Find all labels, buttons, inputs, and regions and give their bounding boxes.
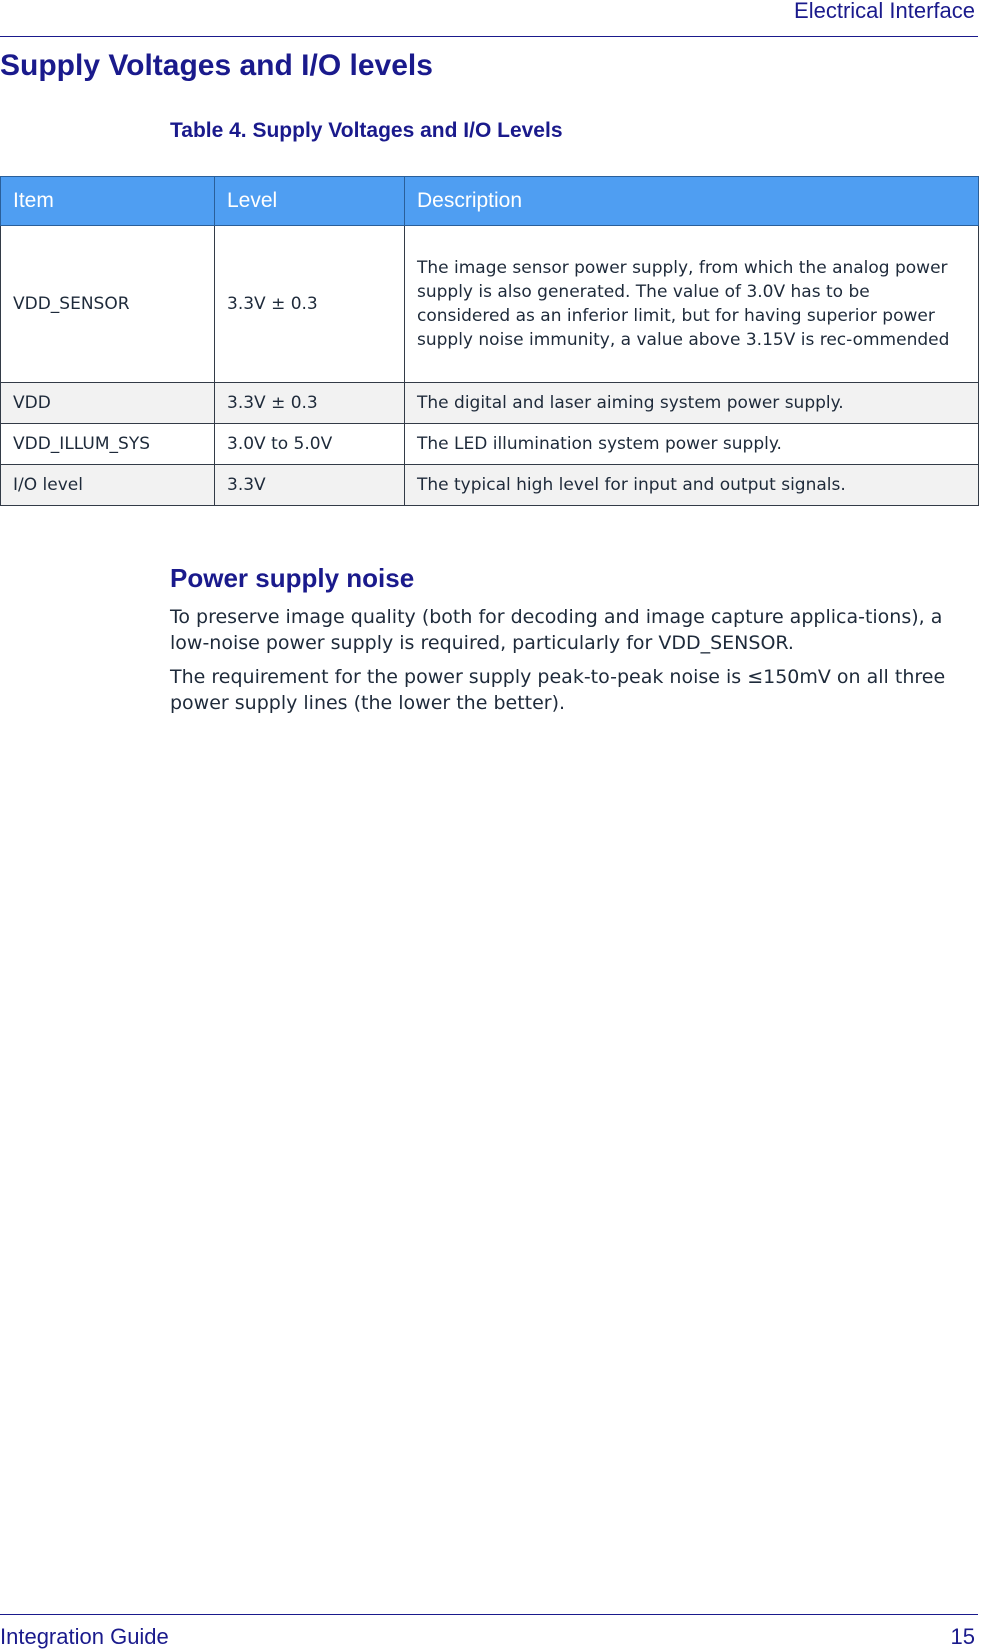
subsection-title: Power supply noise [170,563,415,593]
cell-item: I/O level [1,465,215,506]
body-paragraph: To preserve image quality (both for decoding and image capture applica-tions), a low-noise power supply is required, particularly for VDD_SENSOR. [170,606,943,654]
section-title: Supply Voltages and I/O levels [0,49,433,82]
footer-doc-title: Integration Guide [0,1624,169,1649]
cell-level: 3.3V ± 0.3 [215,383,405,424]
supply-voltages-table [0,176,979,506]
cell-level: 3.3V [215,465,405,506]
table-caption: Table 4. Supply Voltages and I/O Levels [170,119,563,142]
column-header-level: Level [215,177,405,226]
cell-item: VDD_SENSOR [1,226,215,383]
page-number: 15 [950,1624,975,1649]
cell-item: VDD_ILLUM_SYS [1,424,215,465]
header-divider [0,36,978,37]
table-header-row [1,177,979,226]
cell-level: 3.0V to 5.0V [215,424,405,465]
cell-description: The digital and laser aiming system power supply. [405,383,979,424]
table-row [1,424,979,465]
footer-divider [0,1614,978,1615]
body-paragraph: The requirement for the power supply peak-to-peak noise is ≤150mV on all three power supply lines (the lower the better). [170,666,946,714]
cell-description: The typical high level for input and output signals. [405,465,979,506]
cell-description: The LED illumination system power supply. [405,424,979,465]
cell-item: VDD [1,383,215,424]
table-row [1,383,979,424]
cell-description: The image sensor power supply, from which the analog power supply is also generated. The value of 3.0V has to be considered as an inferior limit, but for having superior power supply noise immunity, a value above 3.15V is rec-ommended [405,226,979,383]
column-header-item: Item [1,177,215,226]
cell-level: 3.3V ± 0.3 [215,226,405,383]
table-row [1,226,979,383]
column-header-description: Description [405,177,979,226]
table-row [1,465,979,506]
running-header-title: Electrical Interface [794,0,975,23]
